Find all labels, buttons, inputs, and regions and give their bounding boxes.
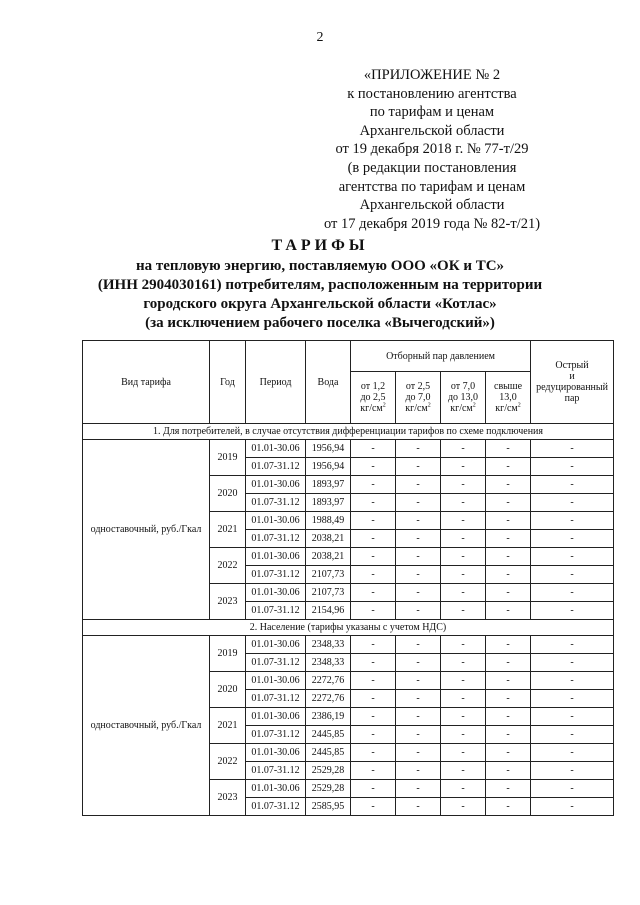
empty-value-cell: - xyxy=(351,530,396,548)
empty-value-cell: - xyxy=(396,672,441,690)
period-cell: 01.01-30.06 xyxy=(246,440,306,458)
empty-value-cell: - xyxy=(441,744,486,762)
empty-value-cell: - xyxy=(396,708,441,726)
empty-value-cell: - xyxy=(531,798,614,816)
empty-value-cell: - xyxy=(351,584,396,602)
empty-value-cell: - xyxy=(486,548,531,566)
unit-text: кг/см xyxy=(405,403,428,414)
empty-value-cell: - xyxy=(396,780,441,798)
section-heading-row xyxy=(83,424,614,440)
empty-value-cell: - xyxy=(486,512,531,530)
period-cell: 01.01-30.06 xyxy=(246,672,306,690)
title-line: (ИНН 2904030161) потребителям, расположенным на территории xyxy=(97,277,543,293)
empty-value-cell: - xyxy=(486,672,531,690)
water-cell: 1956,94 xyxy=(306,440,351,458)
empty-value-cell: - xyxy=(486,744,531,762)
empty-value-cell: - xyxy=(486,566,531,584)
water-cell: 2348,33 xyxy=(306,636,351,654)
tariffs-table xyxy=(82,340,614,816)
empty-value-cell: - xyxy=(486,798,531,816)
empty-value-cell: - xyxy=(441,512,486,530)
empty-value-cell: - xyxy=(351,762,396,780)
empty-value-cell: - xyxy=(531,762,614,780)
water-cell: 1956,94 xyxy=(306,458,351,476)
water-cell: 2445,85 xyxy=(306,744,351,762)
empty-value-cell: - xyxy=(441,798,486,816)
header-steam-col xyxy=(441,372,486,424)
empty-value-cell: - xyxy=(441,762,486,780)
empty-value-cell: - xyxy=(351,798,396,816)
year-cell: 2019 xyxy=(210,636,246,672)
empty-value-cell: - xyxy=(486,780,531,798)
year-cell: 2021 xyxy=(210,512,246,548)
period-cell: 01.07-31.12 xyxy=(246,654,306,672)
empty-value-cell: - xyxy=(441,584,486,602)
steam-col-line: от 2,5 xyxy=(405,381,431,392)
header-tariff-type: Вид тарифа xyxy=(83,341,210,424)
steam-col-line: 13,0 xyxy=(499,392,517,403)
header-steam-group: Отборный пар давлением xyxy=(351,341,531,372)
empty-value-cell: - xyxy=(441,654,486,672)
empty-value-cell: - xyxy=(396,602,441,620)
title-line: (за исключением рабочего поселка «Вычегодский») xyxy=(145,315,495,331)
header-sharp-steam xyxy=(531,341,614,424)
empty-value-cell: - xyxy=(486,458,531,476)
steam-col-unit xyxy=(486,403,530,414)
water-cell: 2272,76 xyxy=(306,672,351,690)
header-period: Период xyxy=(246,341,306,424)
empty-value-cell: - xyxy=(531,584,614,602)
header-water: Вода xyxy=(306,341,351,424)
empty-value-cell: - xyxy=(531,690,614,708)
empty-value-cell: - xyxy=(531,548,614,566)
empty-value-cell: - xyxy=(351,654,396,672)
empty-value-cell: - xyxy=(531,602,614,620)
empty-value-cell: - xyxy=(351,708,396,726)
empty-value-cell: - xyxy=(396,476,441,494)
period-cell: 01.07-31.12 xyxy=(246,530,306,548)
period-cell: 01.01-30.06 xyxy=(246,512,306,530)
year-cell: 2022 xyxy=(210,744,246,780)
empty-value-cell: - xyxy=(531,476,614,494)
header-steam-col xyxy=(486,372,531,424)
document-title xyxy=(0,236,640,333)
period-cell: 01.07-31.12 xyxy=(246,602,306,620)
title-main: ТАРИФЫ xyxy=(271,237,369,254)
empty-value-cell: - xyxy=(351,512,396,530)
empty-value-cell: - xyxy=(441,458,486,476)
empty-value-cell: - xyxy=(396,548,441,566)
unit-sup: 2 xyxy=(382,402,386,409)
period-cell: 01.01-30.06 xyxy=(246,636,306,654)
title-line: на тепловую энергию, поставляемую ООО «ОК и ТС» xyxy=(135,258,505,274)
water-cell: 2585,95 xyxy=(306,798,351,816)
empty-value-cell: - xyxy=(396,440,441,458)
water-cell: 2107,73 xyxy=(306,584,351,602)
steam-col-unit xyxy=(441,403,485,414)
year-cell: 2019 xyxy=(210,440,246,476)
appendix-line: к постановлению агентства xyxy=(347,85,517,102)
steam-col-unit xyxy=(396,403,440,414)
empty-value-cell: - xyxy=(396,690,441,708)
water-cell: 2386,19 xyxy=(306,708,351,726)
empty-value-cell: - xyxy=(351,440,396,458)
empty-value-cell: - xyxy=(396,530,441,548)
unit-sup: 2 xyxy=(427,402,431,409)
period-cell: 01.07-31.12 xyxy=(246,762,306,780)
empty-value-cell: - xyxy=(531,744,614,762)
year-cell: 2023 xyxy=(210,780,246,816)
page-number: 2 xyxy=(316,30,324,45)
header-sharp-steam-line: редуцированный xyxy=(536,382,608,393)
unit-sup: 2 xyxy=(517,402,521,409)
empty-value-cell: - xyxy=(351,458,396,476)
water-cell: 1988,49 xyxy=(306,512,351,530)
tariff-type-cell: одноставочный, руб./Гкал xyxy=(83,636,210,816)
empty-value-cell: - xyxy=(441,708,486,726)
header-sharp-steam-line: Острый xyxy=(555,360,589,371)
empty-value-cell: - xyxy=(441,690,486,708)
empty-value-cell: - xyxy=(351,636,396,654)
water-cell: 1893,97 xyxy=(306,494,351,512)
period-cell: 01.01-30.06 xyxy=(246,708,306,726)
empty-value-cell: - xyxy=(486,602,531,620)
water-cell: 1893,97 xyxy=(306,476,351,494)
unit-sup: 2 xyxy=(472,402,476,409)
empty-value-cell: - xyxy=(531,530,614,548)
empty-value-cell: - xyxy=(396,458,441,476)
empty-value-cell: - xyxy=(486,530,531,548)
empty-value-cell: - xyxy=(351,548,396,566)
empty-value-cell: - xyxy=(396,744,441,762)
empty-value-cell: - xyxy=(531,458,614,476)
empty-value-cell: - xyxy=(441,440,486,458)
empty-value-cell: - xyxy=(441,636,486,654)
empty-value-cell: - xyxy=(531,780,614,798)
appendix-line: (в редакции постановления xyxy=(347,159,517,176)
period-cell: 01.01-30.06 xyxy=(246,744,306,762)
steam-col-line: свыше xyxy=(494,381,523,392)
empty-value-cell: - xyxy=(531,654,614,672)
tariff-type-cell: одноставочный, руб./Гкал xyxy=(83,440,210,620)
appendix-line: Архангельской области xyxy=(359,122,505,139)
water-cell: 2038,21 xyxy=(306,530,351,548)
unit-text: кг/см xyxy=(450,403,473,414)
empty-value-cell: - xyxy=(396,798,441,816)
empty-value-cell: - xyxy=(396,494,441,512)
period-cell: 01.01-30.06 xyxy=(246,548,306,566)
empty-value-cell: - xyxy=(531,636,614,654)
empty-value-cell: - xyxy=(486,690,531,708)
empty-value-cell: - xyxy=(351,602,396,620)
empty-value-cell: - xyxy=(351,690,396,708)
steam-col-line: до 7,0 xyxy=(405,392,431,403)
section-heading: 2. Население (тарифы указаны с учетом НДС) xyxy=(83,620,614,636)
water-cell: 2272,76 xyxy=(306,690,351,708)
empty-value-cell: - xyxy=(351,726,396,744)
water-cell: 2154,96 xyxy=(306,602,351,620)
period-cell: 01.07-31.12 xyxy=(246,726,306,744)
water-cell: 2529,28 xyxy=(306,780,351,798)
water-cell: 2529,28 xyxy=(306,762,351,780)
empty-value-cell: - xyxy=(441,602,486,620)
appendix-line: по тарифам и ценам xyxy=(369,104,495,121)
empty-value-cell: - xyxy=(531,512,614,530)
water-cell: 2445,85 xyxy=(306,726,351,744)
section-heading: 1. Для потребителей, в случае отсутствия дифференциации тарифов по схеме подключения xyxy=(83,424,614,440)
empty-value-cell: - xyxy=(531,494,614,512)
empty-value-cell: - xyxy=(486,476,531,494)
empty-value-cell: - xyxy=(486,654,531,672)
empty-value-cell: - xyxy=(486,440,531,458)
period-cell: 01.07-31.12 xyxy=(246,458,306,476)
steam-col-line: от 1,2 xyxy=(360,381,386,392)
appendix-line: «ПРИЛОЖЕНИЕ № 2 xyxy=(363,67,501,83)
empty-value-cell: - xyxy=(531,726,614,744)
empty-value-cell: - xyxy=(486,762,531,780)
appendix-line: от 17 декабря 2019 года № 82-т/21) xyxy=(323,215,541,232)
empty-value-cell: - xyxy=(351,672,396,690)
empty-value-cell: - xyxy=(396,584,441,602)
header-steam-col xyxy=(351,372,396,424)
empty-value-cell: - xyxy=(441,548,486,566)
title-line: городского округа Архангельской области «Котлас» xyxy=(143,296,497,312)
empty-value-cell: - xyxy=(486,708,531,726)
period-cell: 01.01-30.06 xyxy=(246,476,306,494)
steam-col-line: до 2,5 xyxy=(360,392,386,403)
empty-value-cell: - xyxy=(441,476,486,494)
empty-value-cell: - xyxy=(531,566,614,584)
tariffs-body xyxy=(83,424,614,816)
empty-value-cell: - xyxy=(351,780,396,798)
year-cell: 2021 xyxy=(210,708,246,744)
appendix-line: Архангельской области xyxy=(359,197,505,214)
unit-text: кг/см xyxy=(360,403,383,414)
period-cell: 01.07-31.12 xyxy=(246,690,306,708)
header-steam-col xyxy=(396,372,441,424)
empty-value-cell: - xyxy=(351,476,396,494)
empty-value-cell: - xyxy=(396,512,441,530)
empty-value-cell: - xyxy=(351,566,396,584)
empty-value-cell: - xyxy=(531,672,614,690)
unit-text: кг/см xyxy=(495,403,518,414)
period-cell: 01.07-31.12 xyxy=(246,494,306,512)
steam-col-line: до 13,0 xyxy=(447,392,479,403)
steam-col-unit xyxy=(351,403,395,414)
year-cell: 2022 xyxy=(210,548,246,584)
empty-value-cell: - xyxy=(396,726,441,744)
appendix-line: от 19 декабря 2018 г. № 77-т/29 xyxy=(335,141,529,158)
empty-value-cell: - xyxy=(486,584,531,602)
empty-value-cell: - xyxy=(351,494,396,512)
appendix-line: агентства по тарифам и ценам xyxy=(338,178,526,195)
period-cell: 01.07-31.12 xyxy=(246,798,306,816)
empty-value-cell: - xyxy=(396,654,441,672)
empty-value-cell: - xyxy=(531,440,614,458)
empty-value-cell: - xyxy=(441,780,486,798)
empty-value-cell: - xyxy=(486,494,531,512)
water-cell: 2107,73 xyxy=(306,566,351,584)
empty-value-cell: - xyxy=(351,744,396,762)
table-row xyxy=(83,440,614,458)
empty-value-cell: - xyxy=(486,726,531,744)
header-sharp-steam-line: и xyxy=(569,371,575,382)
empty-value-cell: - xyxy=(396,566,441,584)
section-heading-row xyxy=(83,620,614,636)
period-cell: 01.01-30.06 xyxy=(246,780,306,798)
appendix-block xyxy=(302,66,562,233)
empty-value-cell: - xyxy=(441,494,486,512)
year-cell: 2023 xyxy=(210,584,246,620)
water-cell: 2348,33 xyxy=(306,654,351,672)
empty-value-cell: - xyxy=(441,672,486,690)
header-year: Год xyxy=(210,341,246,424)
period-cell: 01.01-30.06 xyxy=(246,584,306,602)
water-cell: 2038,21 xyxy=(306,548,351,566)
year-cell: 2020 xyxy=(210,672,246,708)
table-row xyxy=(83,636,614,654)
empty-value-cell: - xyxy=(441,530,486,548)
steam-col-line: от 7,0 xyxy=(450,381,476,392)
empty-value-cell: - xyxy=(396,762,441,780)
empty-value-cell: - xyxy=(441,566,486,584)
header-sharp-steam-line: пар xyxy=(564,393,580,404)
period-cell: 01.07-31.12 xyxy=(246,566,306,584)
empty-value-cell: - xyxy=(531,708,614,726)
empty-value-cell: - xyxy=(441,726,486,744)
year-cell: 2020 xyxy=(210,476,246,512)
empty-value-cell: - xyxy=(396,636,441,654)
empty-value-cell: - xyxy=(486,636,531,654)
